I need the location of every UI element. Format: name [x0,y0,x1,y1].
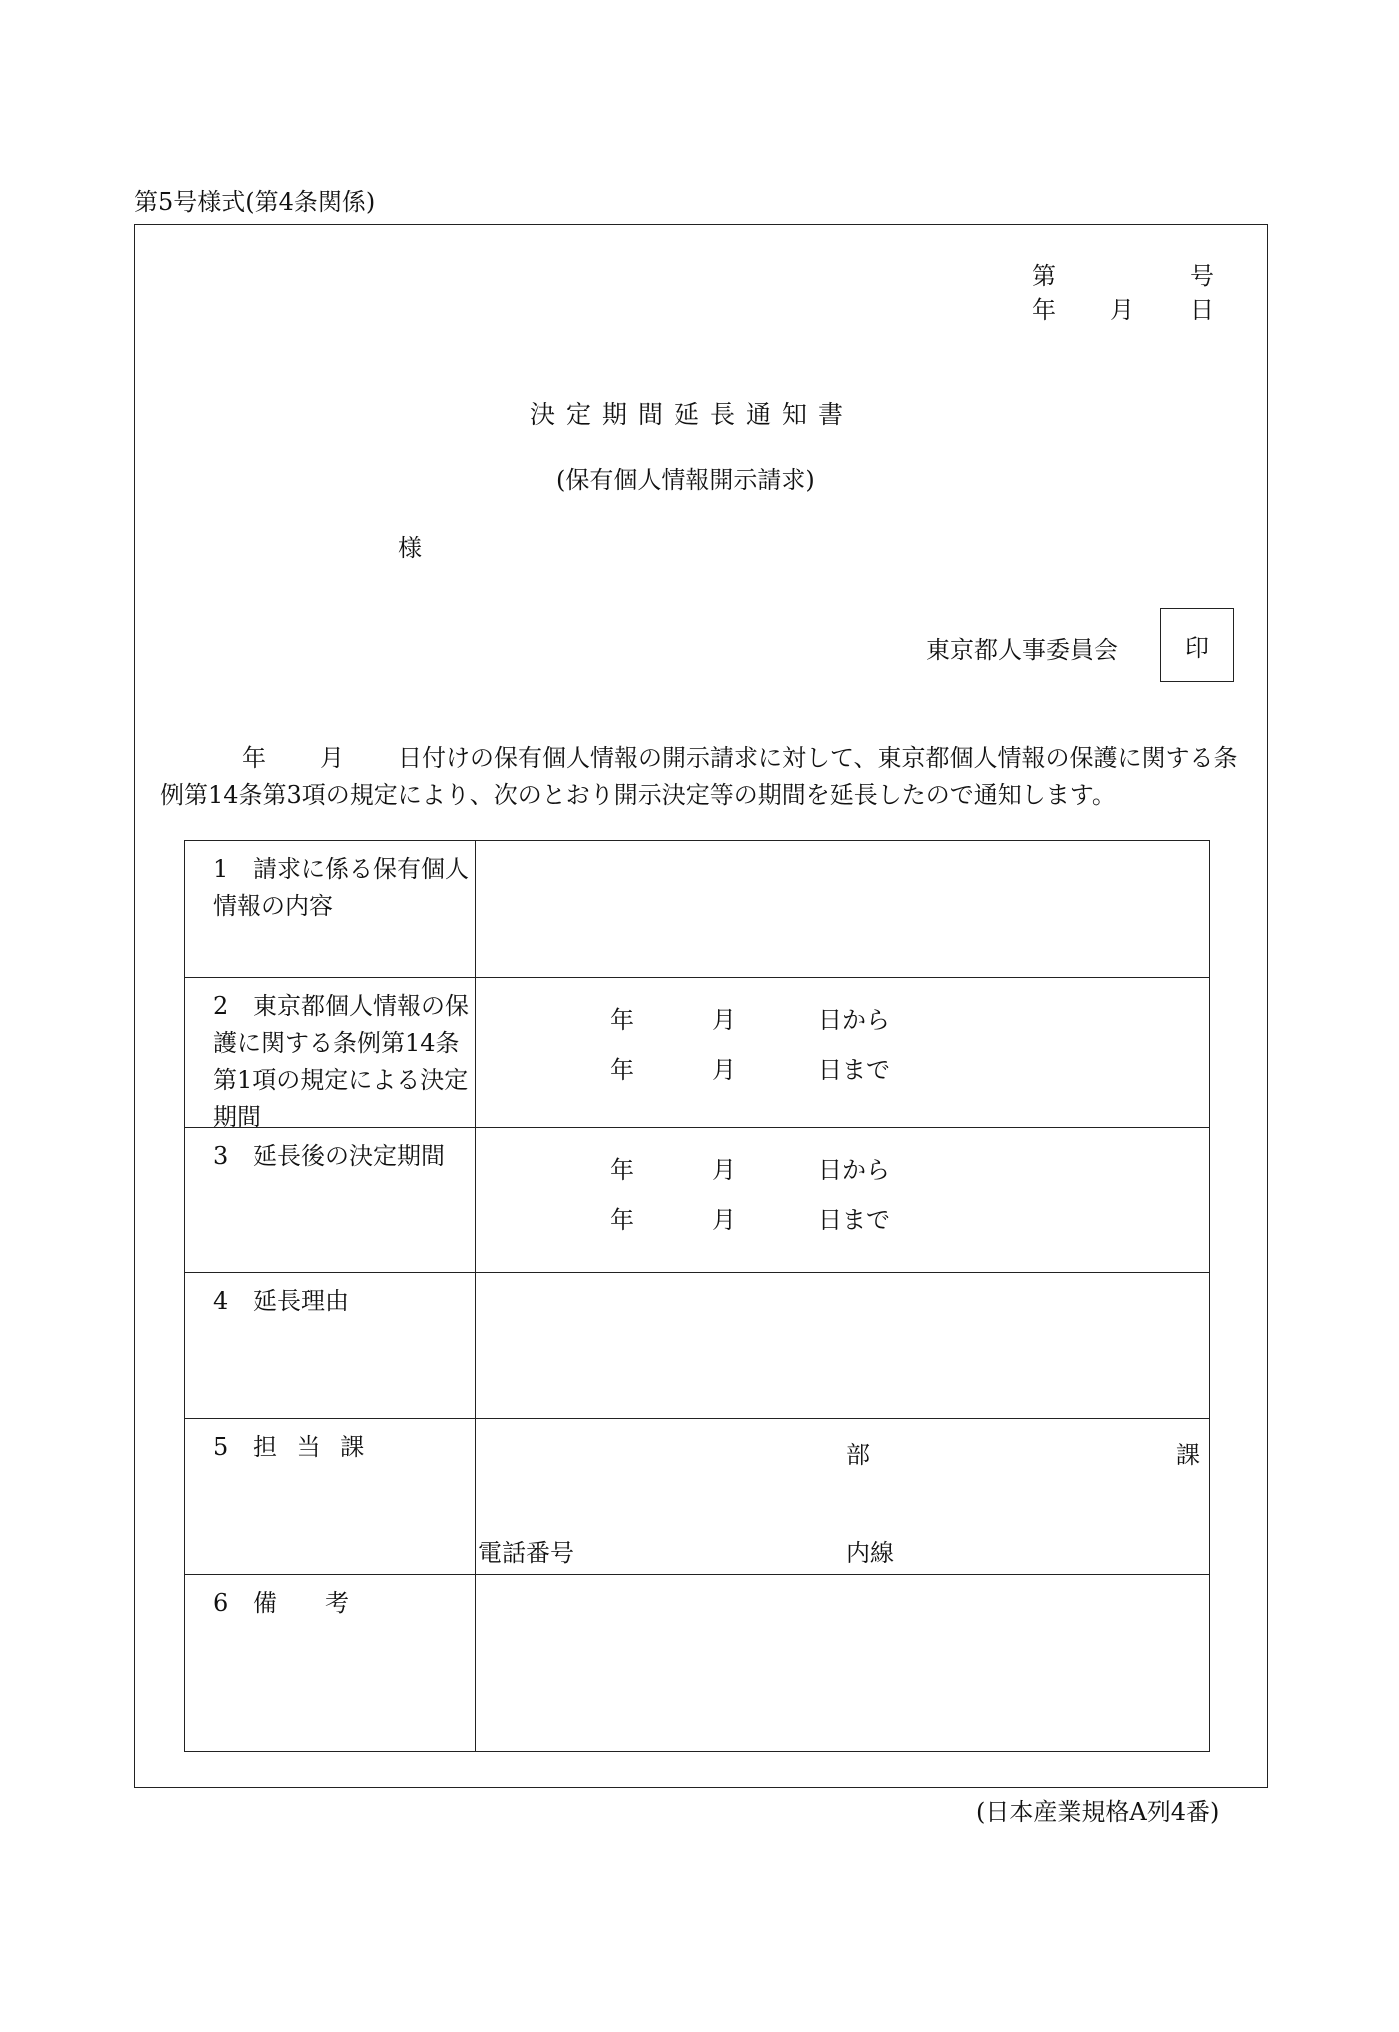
row-5-label-cell [185,1419,476,1575]
row-3-num: 3 [213,1142,229,1170]
number-suffix: 号 [1190,262,1214,290]
row-4-label: 延長理由 [253,1287,349,1315]
row-6-label-cell [185,1575,476,1752]
row-3-value-cell [476,1128,1210,1273]
details-table [184,840,1210,1752]
dept-phone-label: 電話番号 [478,1539,574,1567]
row-2-from-month: 月 [712,1006,736,1034]
form-label: 第5号様式(第4条関係) [134,188,376,216]
row-1-value-cell [476,841,1210,978]
document-title: 決定期間延長通知書 [530,400,855,429]
body-text-line1: 日付けの保有個人情報の開示請求に対して、東京都個人情報の保護に関 [398,744,1166,772]
body-month: 月 [320,744,344,772]
seal-box [1160,608,1234,682]
row-2-to-day: 日まで [818,1056,890,1084]
row-5-num: 5 [213,1433,229,1461]
number-prefix: 第 [1032,262,1056,290]
row-2-label: 東京都個人情報の保護に関する条例第14条第1項の規定による決定期間 [213,992,469,1131]
date-day: 日 [1190,296,1214,324]
seal-label: 印 [1185,633,1209,662]
row-2-to-month: 月 [712,1056,736,1084]
footer-note: (日本産業規格A列4番) [976,1798,1220,1826]
row-4-value-cell [476,1273,1210,1419]
row-1-label: 請求に係る保有個人情報の内容 [213,855,469,920]
row-2-to-year: 年 [610,1056,634,1084]
row-6-num: 6 [213,1589,229,1617]
row-3-to-year: 年 [610,1206,634,1234]
dept-ka: 課 [1176,1441,1200,1469]
row-3-label-cell [185,1128,476,1273]
row-2-from-year: 年 [610,1006,634,1034]
row-4-num: 4 [213,1287,229,1315]
row-2-value-cell [476,978,1210,1128]
row-6-value-cell [476,1575,1210,1752]
sender-name: 東京都人事委員会 [926,636,1118,664]
row-4-label-cell [185,1273,476,1419]
body-paragraph [160,740,1250,814]
row-5-label: 担 当 課 [253,1433,371,1461]
row-3-from-year: 年 [610,1156,634,1184]
row-3-from-day: 日から [818,1156,890,1184]
row-3-from-month: 月 [712,1156,736,1184]
date-month: 月 [1110,296,1134,324]
row-1-num: 1 [213,855,229,883]
row-3-to-month: 月 [712,1206,736,1234]
date-year: 年 [1032,296,1056,324]
row-2-label-cell [185,978,476,1131]
body-year: 年 [242,744,266,772]
row-3-to-day: 日まで [818,1206,890,1234]
dept-bu: 部 [846,1441,870,1469]
body-text-rest: する条例第14条第3項の規定により、次のとおり開示決定等の期間を延長したので通知します。 [160,744,1238,809]
dept-extension-label: 内線 [846,1539,894,1567]
row-2-num: 2 [213,992,229,1020]
addressee-suffix: 様 [398,534,422,562]
row-1-label-cell [185,841,476,978]
document-subtitle: (保有個人情報開示請求) [556,466,815,494]
row-3-label: 延長後の決定期間 [253,1142,445,1170]
row-6-label: 備 考 [253,1589,349,1617]
row-5-value-cell [476,1419,1210,1575]
row-2-from-day: 日から [818,1006,890,1034]
